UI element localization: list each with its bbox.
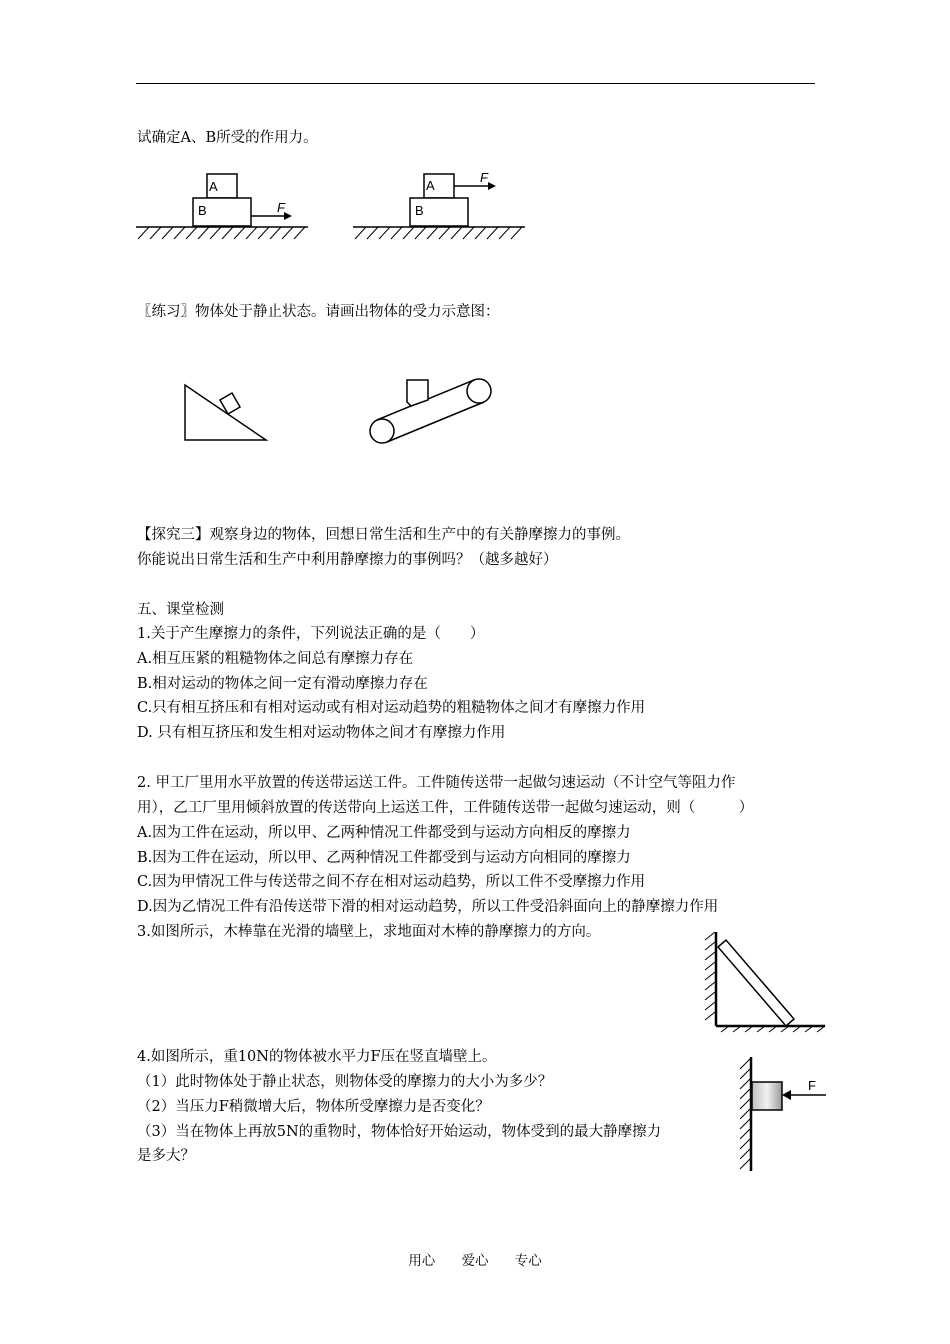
intro-text: 试确定A、B所受的作用力。 <box>137 130 318 146</box>
q2-option-a: A.因为工件在运动，所以甲、乙两种情况工件都受到与运动方向相反的摩擦力 <box>137 825 631 841</box>
footer-item: 专心 <box>514 1253 542 1269</box>
footer-item: 爱心 <box>461 1253 489 1269</box>
header-rule <box>136 83 815 84</box>
q1-option-b: B.相对运动的物体之间一定有滑动摩擦力存在 <box>137 676 428 692</box>
label-a: A <box>426 178 435 193</box>
q1-stem: 1.关于产生摩擦力的条件，下列说法正确的是（ ） <box>137 626 485 642</box>
q4-sub-2: （2）当压力F稍微增大后，物体所受摩擦力是否变化？ <box>137 1099 490 1115</box>
label-b: B <box>415 203 424 218</box>
q1-option-d: D. 只有相互挤压和发生相对运动物体之间才有摩擦力作用 <box>137 725 506 741</box>
label-force: F <box>808 1078 816 1093</box>
section-title: 五、课堂检测 <box>137 602 224 618</box>
figure-incline <box>180 380 272 445</box>
explore-line-2: 你能说出日常生活和生产中利用静摩擦力的事例吗？（越多越好） <box>137 552 558 568</box>
explore-line-1: 【探究三】观察身边的物体，回想日常生活和生产中的有关静摩擦力的事例。 <box>137 527 630 543</box>
q1-option-a: A.相互压紧的粗糙物体之间总有摩擦力存在 <box>137 651 414 667</box>
q4-sub-3a: （3）当在物体上再放5N的重物时，物体恰好开始运动，物体受到的最大静摩擦力 <box>137 1124 662 1140</box>
q2-stem-1: 2. 甲工厂里用水平放置的传送带运送工件。工件随传送带一起做匀速运动（不计空气等阻力作 <box>137 775 736 791</box>
q2-stem-2: 用），乙工厂里用倾斜放置的传送带向上运送工件，工件随传送带一起做匀速运动，则（ ） <box>137 800 754 816</box>
q4-sub-1: （1）此时物体处于静止状态，则物体受的摩擦力的大小为多少？ <box>137 1074 553 1090</box>
label-force: F <box>480 170 488 185</box>
footer-item: 用心 <box>408 1253 436 1269</box>
figure-conveyor <box>366 372 496 447</box>
q2-option-d: D.因为乙情况工件有沿传送带下滑的相对运动趋势，所以工件受沿斜面向上的静摩擦力作用 <box>137 899 719 915</box>
q4-stem: 4.如图所示，重10N的物体被水平力F压在竖直墙壁上。 <box>137 1049 497 1065</box>
label-a: A <box>209 179 218 194</box>
q4-sub-3b: 是多大？ <box>137 1148 195 1164</box>
practice-text: 〖练习〗物体处于静止状态。请画出物体的受力示意图： <box>137 304 500 320</box>
q3-stem: 3.如图所示，木棒靠在光滑的墙壁上，求地面对木棒的静摩擦力的方向。 <box>137 924 601 940</box>
label-b: B <box>198 203 207 218</box>
figure-force-on-a <box>353 168 528 243</box>
label-force: F <box>277 200 285 215</box>
figure-stick-wall <box>703 928 828 1033</box>
figure-force-on-b <box>136 168 311 243</box>
q2-option-c: C.因为甲情况工件与传送带之间不存在相对运动趋势，所以工件不受摩擦力作用 <box>137 874 646 890</box>
q1-option-c: C.只有相互挤压和有相对运动或有相对运动趋势的粗糙物体之间才有摩擦力作用 <box>137 700 646 716</box>
footer <box>0 1249 950 1269</box>
q2-option-b: B.因为工件在运动，所以甲、乙两种情况工件都受到与运动方向相同的摩擦力 <box>137 850 631 866</box>
figure-block-wall <box>736 1055 828 1173</box>
